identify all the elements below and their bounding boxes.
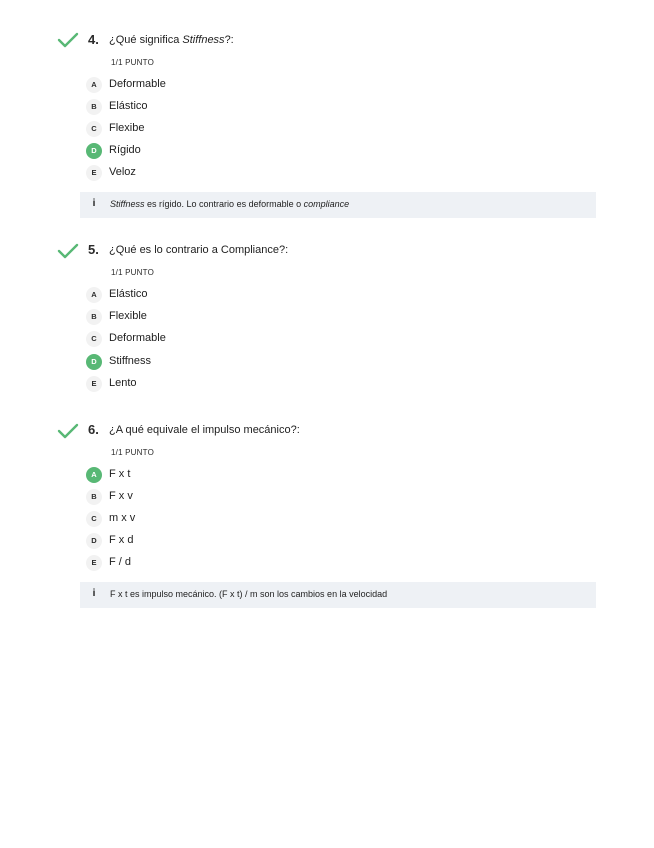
- check-icon: [57, 243, 79, 259]
- option-letter-badge: A: [86, 77, 102, 93]
- feedback-text: F x t es impulso mecánico. (F x t) / m son los cambios en la velocidad: [110, 589, 388, 599]
- option-label: Flexibe: [109, 122, 145, 134]
- feedback-box: [80, 582, 596, 608]
- option-letter-badge: E: [86, 165, 102, 181]
- option-label: Elástico: [109, 100, 148, 112]
- option-letter-badge: B: [86, 309, 102, 325]
- points-label: 1/1 PUNTO: [111, 58, 154, 67]
- option-label: Lento: [109, 377, 137, 389]
- option-letter-badge: B: [86, 489, 102, 505]
- option-letter-badge-correct: D: [86, 354, 102, 370]
- check-icon: [57, 32, 79, 48]
- question-number: 5.: [88, 242, 99, 257]
- option-label: F / d: [109, 556, 132, 568]
- option-label: Deformable: [109, 332, 166, 344]
- option-label: F x t: [109, 468, 131, 480]
- info-icon: i: [92, 198, 96, 209]
- option-label: F x d: [109, 534, 134, 546]
- option-label: Stiffness: [109, 355, 151, 367]
- option-label: m x v: [109, 512, 136, 524]
- question-number: 4.: [88, 32, 99, 47]
- option-label: Rígido: [109, 144, 141, 156]
- check-icon: [57, 423, 79, 439]
- points-label: 1/1 PUNTO: [111, 448, 154, 457]
- points-label: 1/1 PUNTO: [111, 268, 154, 277]
- option-label: F x v: [109, 490, 133, 502]
- option-letter-badge: D: [86, 533, 102, 549]
- option-letter-badge: B: [86, 99, 102, 115]
- option-letter-badge: C: [86, 121, 102, 137]
- option-letter-badge: E: [86, 555, 102, 571]
- option-letter-badge: E: [86, 376, 102, 392]
- option-letter-badge: A: [86, 287, 102, 303]
- option-label: Flexible: [109, 310, 147, 322]
- option-letter-badge: C: [86, 511, 102, 527]
- question-text: ¿Qué es lo contrario a Compliance?:: [109, 244, 289, 256]
- option-label: Elástico: [109, 288, 148, 300]
- info-icon: i: [92, 588, 96, 599]
- question-text: ¿A qué equivale el impulso mecánico?:: [109, 424, 300, 436]
- option-label: Veloz: [109, 166, 136, 178]
- question-text: ¿Qué significa Stiffness?:: [109, 34, 234, 46]
- option-letter-badge-correct: D: [86, 143, 102, 159]
- feedback-box: [80, 192, 596, 218]
- option-letter-badge-correct: A: [86, 467, 102, 483]
- question-number: 6.: [88, 422, 99, 437]
- option-letter-badge: C: [86, 331, 102, 347]
- option-label: Deformable: [109, 78, 166, 90]
- feedback-text: Stiffness es rígido. Lo contrario es deformable o compliance: [110, 199, 350, 209]
